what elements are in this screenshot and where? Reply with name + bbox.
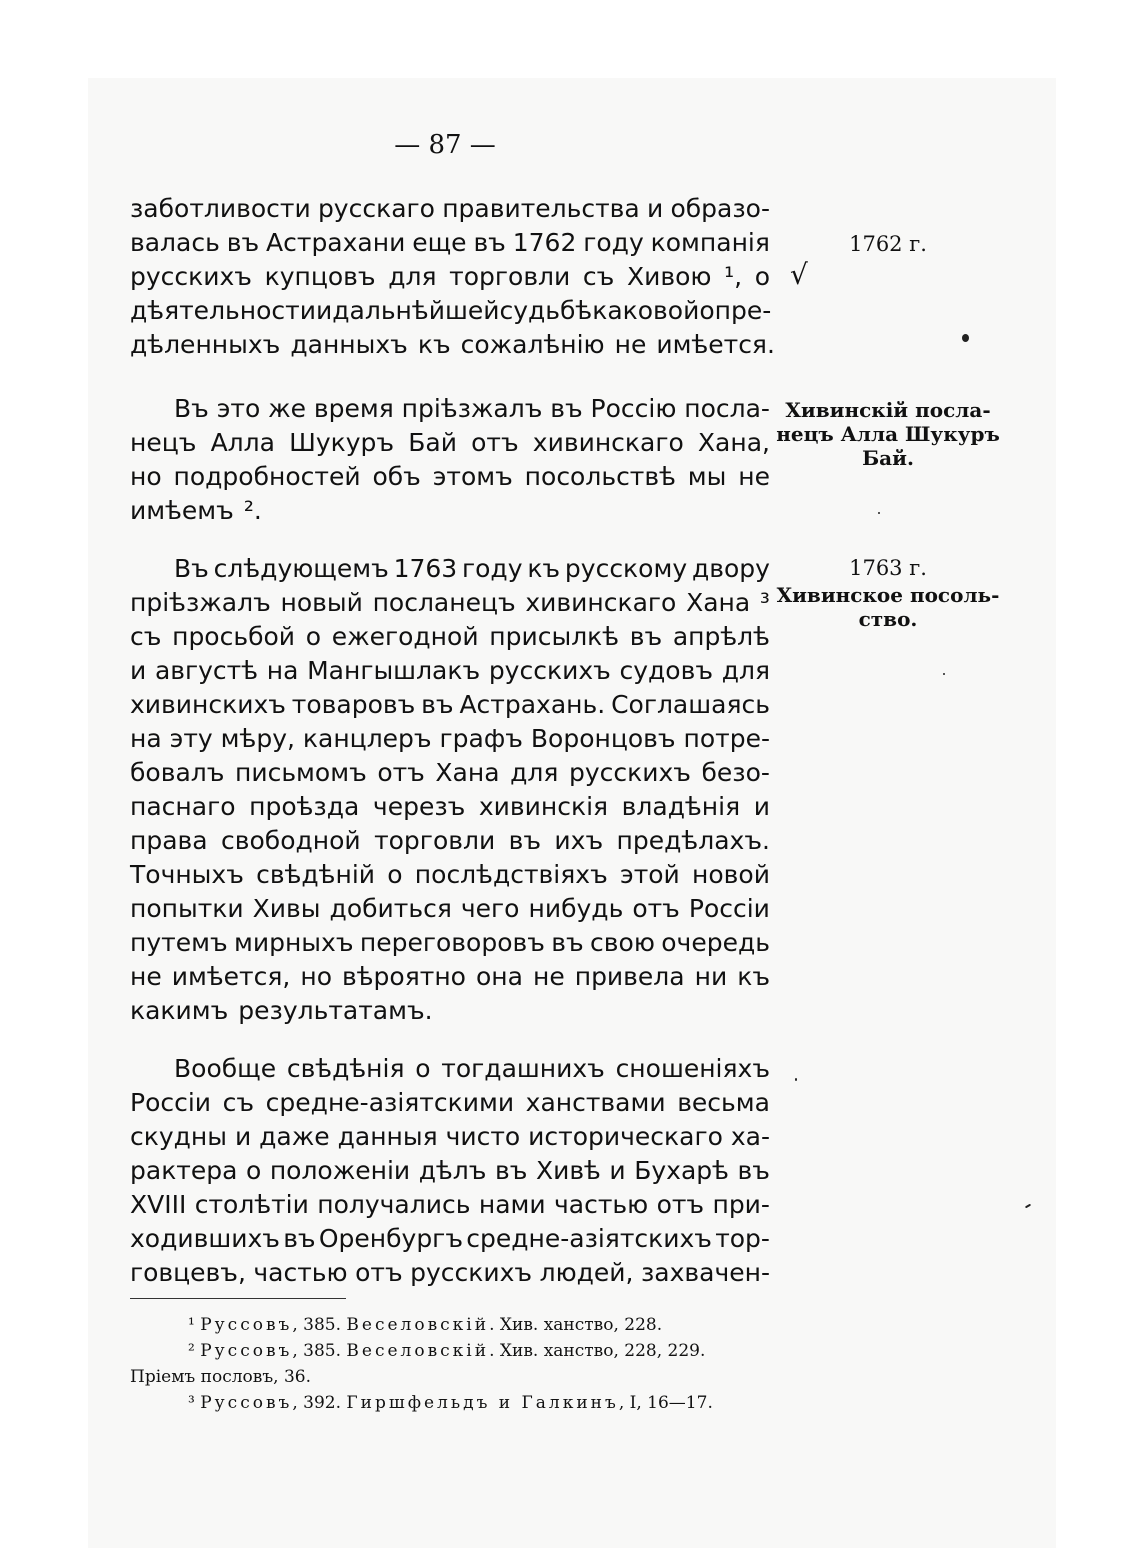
footnote-author: Веселовскій [346, 1315, 490, 1335]
margin-note-envoy [772, 398, 1004, 470]
footnote-author: Руссовъ [200, 1315, 293, 1335]
paragraph-1 [130, 192, 775, 362]
ink-dot [878, 512, 880, 514]
margin-line: Хивинское посоль- [776, 583, 1000, 607]
text-line: Россіи съ средне-азіятскими ханствами весьма [130, 1088, 770, 1117]
paragraph-4 [130, 1052, 770, 1290]
text-line: Вообще свѣдѣнія о тогдашнихъ сношеніяхъ [174, 1054, 770, 1083]
text-line: имѣемъ ². [130, 496, 262, 525]
text-line: дѣятельности и дальнѣйшей судьбѣ каковой опре- [130, 296, 772, 325]
text-line: хивинскихъ товаровъ въ Астрахань. Соглашаясь [130, 690, 770, 719]
footnote-author: Гиршфельдъ и Галкинъ [346, 1393, 619, 1413]
margin-line: нецъ Алла Шукуръ [776, 422, 1000, 446]
text-line: заботливости русскаго правительства и образо- [130, 194, 770, 223]
footnote-text: , 385. [292, 1315, 347, 1335]
text-line: валась въ Астрахани еще въ 1762 году компанія [130, 228, 770, 257]
text-line: Въ это же время пріѣзжалъ въ Россію посла- [174, 394, 770, 423]
text-line: попытки Хивы добиться чего нибудь отъ Россіи [130, 894, 770, 923]
paragraph-3 [130, 552, 770, 1028]
text-line: нецъ Алла Шукуръ Бай отъ хивинскаго Хана, [130, 428, 770, 457]
margin-line: Бай. [862, 446, 914, 470]
text-line: Въ слѣдующемъ 1763 году къ русскому двору [174, 554, 770, 583]
margin-year: 1763 г. [849, 556, 927, 580]
text-line: паснаго проѣзда черезъ хивинскія владѣнія и [130, 792, 770, 821]
footnote-text: . Хив. ханство, 228. [489, 1315, 663, 1335]
footnote-text: , 392. [292, 1393, 347, 1413]
text-line: не имѣется, но вѣроятно она не привела ни къ [130, 962, 770, 991]
margin-note-1762 [772, 232, 1004, 256]
footnote-2-continued: Пріемъ пословъ, 36. [130, 1367, 311, 1387]
footnote-mark: ² [188, 1341, 195, 1361]
footnote-text: . Хив. ханство, 228, 229. [489, 1341, 706, 1361]
footnote-2 [130, 1338, 838, 1364]
text-line: но подробностей объ этомъ посольствѣ мы не [130, 462, 770, 491]
checkmark-icon: √ [790, 258, 808, 291]
text-line: путемъ мирныхъ переговоровъ въ свою очередь [130, 928, 770, 957]
footnote-mark: ³ [188, 1393, 195, 1413]
footnote-author: Руссовъ [200, 1341, 293, 1361]
margin-note-1763 [772, 556, 1004, 580]
ink-dot [795, 1078, 797, 1081]
text-line: права свободной торговли въ ихъ предѣлахъ. [130, 826, 770, 855]
text-line: русскихъ купцовъ для торговли съ Хивою ¹, о [130, 262, 770, 291]
text-line: бовалъ письмомъ отъ Хана для русскихъ безо- [130, 758, 770, 787]
footnote-author: Руссовъ [200, 1393, 293, 1413]
footnote-rule [130, 1298, 346, 1299]
margin-year: 1762 г. [849, 232, 927, 256]
text-line: дѣленныхъ данныхъ къ сожалѣнію не имѣется. [130, 330, 775, 359]
text-line: Точныхъ свѣдѣній о послѣдствіяхъ этой новой [130, 860, 770, 889]
text-line: скудны и даже данныя чисто историческаго ха- [130, 1122, 770, 1151]
text-line: ходившихъ въ Оренбургъ средне-азіятскихъ тор- [130, 1224, 770, 1253]
text-line: говцевъ, частью отъ русскихъ людей, захвачен- [130, 1258, 770, 1287]
margin-line: Хивинскій посла- [785, 398, 991, 422]
text-line: съ просьбой о ежегодной присылкѣ въ апрѣлѣ [130, 622, 770, 651]
footnote-text: , I, 16—17. [618, 1393, 713, 1413]
text-line: и августѣ на Мангышлакъ русскихъ судовъ для [130, 656, 770, 685]
margin-note-embassy [772, 583, 1004, 631]
paragraph-2 [130, 392, 770, 528]
footnote-1 [130, 1312, 838, 1338]
footnote-text: , 385. [292, 1341, 347, 1361]
ink-dot [962, 334, 969, 342]
ink-dot [943, 673, 945, 675]
text-line: на эту мѣру, канцлеръ графъ Воронцовъ потре- [130, 724, 770, 753]
footnote-3 [130, 1390, 838, 1416]
page-number: — 87 — [394, 130, 496, 160]
text-line: рактера о положеніи дѣлъ въ Хивѣ и Бухарѣ въ [130, 1156, 770, 1185]
margin-line: ство. [858, 607, 918, 631]
text-line: какимъ результатамъ. [130, 996, 433, 1025]
footnote-author: Веселовскій [346, 1341, 490, 1361]
footnote-mark: ¹ [188, 1315, 195, 1335]
text-line: пріѣзжалъ новый посланецъ хивинскаго Хана ³ [130, 588, 770, 617]
text-line: XVIII столѣтіи получались нами частью отъ при- [130, 1190, 770, 1219]
